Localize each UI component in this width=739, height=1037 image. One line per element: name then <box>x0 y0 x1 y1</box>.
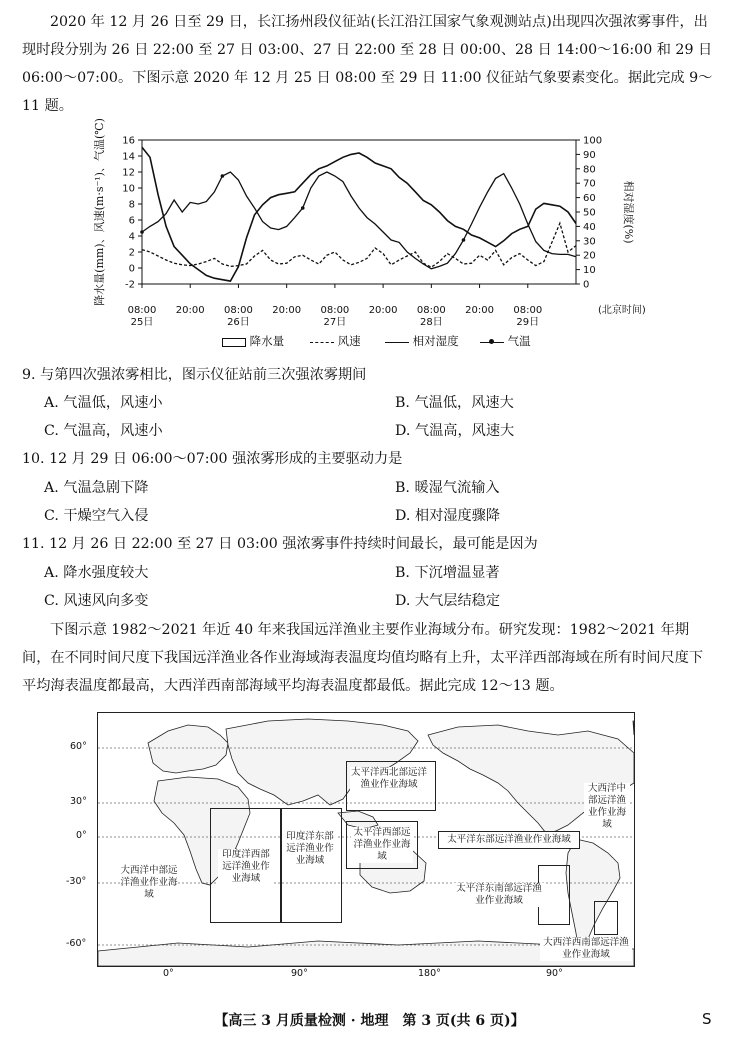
q9-option-d: D. 气温高，风速大 <box>395 423 515 439</box>
weather-chart <box>0 0 739 340</box>
left-axis-label: 降水量(mm)、风速(m·s⁻¹)、气温(℃) <box>93 118 106 306</box>
lat-label-60s: -60° <box>66 938 87 949</box>
right-tick-label: 0 <box>583 279 590 291</box>
x-tick-time: 08:00 <box>224 305 253 316</box>
legend-wind-label: 风速 <box>337 334 361 348</box>
lat-label-30s: -30° <box>66 876 87 887</box>
x-tick-date: 25日 <box>130 317 154 328</box>
x-tick-date: 27日 <box>323 317 347 328</box>
lon-label-180: 180° <box>418 968 441 979</box>
lon-label-0: 0° <box>163 968 174 979</box>
corner-letter: S <box>702 1010 712 1028</box>
right-tick-label: 90 <box>583 149 596 161</box>
x-tick-date: 29日 <box>516 317 540 328</box>
q10-option-b: B. 暖湿气流输入 <box>395 480 500 496</box>
right-tick-label: 80 <box>583 164 596 176</box>
x-tick-time: 08:00 <box>320 305 350 316</box>
question-9-stem: 9. 与第四次强浓雾相比，图示仪征站前三次强浓雾期间 <box>22 367 367 383</box>
q11-option-b: B. 下沉增温显著 <box>395 565 500 581</box>
q11-option-c: C. 风速风向多变 <box>44 593 149 609</box>
legend-wind <box>310 333 361 349</box>
legend-precip <box>222 333 284 349</box>
series-point-气温 <box>221 174 225 178</box>
sw-atlantic-box <box>594 901 618 935</box>
page-footer: 【高三 3 月质量检测 · 地理 第 3 页(共 6 页)】 <box>214 1013 525 1029</box>
left-tick-label: 12 <box>122 167 135 179</box>
intro-paragraph: 2020 年 12 月 26 日至 29 日，长江扬州段仪征站(长江沿江国家气象观测站点)出现四次强浓雾事件，出现时段分别为 26 日 22:00 至 27 日 03:00、27 日 22:00 至 28 日 00:00、28 日 14:00～16:00 和 29 日 06:00～07:00。下图示意 2020 年 12 月 25 日 08:00 至 29 日 11:00 仪征站气象要素变化。据此完成 9～11 题。 <box>22 14 713 114</box>
series-point-气温 <box>462 238 466 242</box>
q10-option-d: D. 相对湿度骤降 <box>395 508 501 524</box>
x-unit-label: (北京时间) <box>598 305 646 316</box>
q9-option-c: C. 气温高，风速小 <box>44 423 163 439</box>
q10-option-c: C. 干燥空气入侵 <box>44 508 149 524</box>
question-11-stem: 11. 12 月 26 日 22:00 至 27 日 03:00 强浓雾事件持续时间最长，最可能是因为 <box>22 536 538 552</box>
left-tick-label: 16 <box>122 135 135 147</box>
lon-label-90e: 90° <box>291 968 308 979</box>
x-tick-time: 08:00 <box>127 305 157 316</box>
series-line-相对湿度 <box>142 147 576 281</box>
c-e-atlantic-label: 大西洋中部远洋渔业作业海域 <box>584 783 630 831</box>
se-pacific-label: 太平洋东南部远洋渔业作业海域 <box>454 883 544 907</box>
left-tick-label: 10 <box>122 183 135 195</box>
right-tick-label: 50 <box>583 207 596 219</box>
e-indian-label: 印度洋东部远洋渔业作业海域 <box>282 831 338 867</box>
sw-atlantic-label: 大西洋西南部远洋渔业作业海域 <box>540 937 632 961</box>
right-tick-label: 30 <box>583 236 596 248</box>
series-point-气温 <box>140 230 144 234</box>
right-tick-label: 70 <box>583 178 596 190</box>
q11-option-d: D. 大气层结稳定 <box>395 593 501 609</box>
x-tick-time: 20:00 <box>368 305 398 316</box>
x-tick-date: 28日 <box>419 317 443 328</box>
right-tick-label: 10 <box>583 265 596 277</box>
left-tick-label: 8 <box>128 199 135 211</box>
map-paragraph: 下图示意 1982～2021 年近 40 年来我国远洋渔业主要作业海域分布。研究发现：1982～2021 年期间，在不同时间尺度下我国远洋渔业各作业海域海表温度均值均略有上升，太平洋西部海域在所有时间尺度下平均海表温度都最高，大西洋西南部海域平均海表温度都最低。据此完成 12～13 题。 <box>22 622 704 694</box>
series-line-气温 <box>142 172 576 269</box>
series-point-气温 <box>301 206 305 210</box>
q10-option-a: A. 气温急剧下降 <box>44 480 149 496</box>
w-indian-label: 印度洋西部远洋渔业作业海域 <box>218 849 274 885</box>
e-pacific-label: 太平洋东部远洋渔业作业海域 <box>438 831 580 849</box>
left-tick-label: -2 <box>125 279 135 291</box>
nw-pacific-label: 太平洋西北部远洋渔业作业海域 <box>350 767 427 790</box>
right-tick-label: 60 <box>583 193 596 205</box>
left-tick-label: 6 <box>128 215 135 227</box>
lat-label-0: 0° <box>76 830 87 841</box>
right-axis-label: 相对湿度(%) <box>622 180 635 244</box>
right-tick-label: 20 <box>583 250 596 262</box>
lat-label-30n: 30° <box>70 796 87 807</box>
left-tick-label: 4 <box>128 231 135 243</box>
x-tick-time: 20:00 <box>272 305 302 316</box>
w-pacific-label: 太平洋西部远洋渔业作业海域 <box>351 827 413 863</box>
legend-precip-label: 降水量 <box>249 334 285 348</box>
x-tick-time: 20:00 <box>465 305 494 316</box>
x-tick-time: 08:00 <box>513 305 543 316</box>
q9-option-a: A. 气温低，风速小 <box>44 395 163 411</box>
q11-option-a: A. 降水强度较大 <box>44 565 149 581</box>
x-tick-time: 08:00 <box>416 305 446 316</box>
c-w-atlantic-label: 大西洋中部远洋渔业作业海域 <box>120 865 178 900</box>
left-tick-label: 2 <box>128 247 135 259</box>
legend-temp-label: 气温 <box>507 334 531 348</box>
x-tick-time: 20:00 <box>175 305 205 316</box>
world-map <box>97 712 635 967</box>
lon-label-90w: 90° <box>546 968 563 979</box>
legend-rh <box>385 333 459 349</box>
question-10-stem: 10. 12 月 29 日 06:00～07:00 强浓雾形成的主要驱动力是 <box>22 451 403 467</box>
series-line-风速 <box>142 223 576 267</box>
plot-frame <box>142 140 576 284</box>
right-tick-label: 100 <box>583 135 603 147</box>
legend-temp <box>480 333 531 349</box>
x-tick-date: 26日 <box>227 317 250 328</box>
q9-option-b: B. 气温低，风速大 <box>395 395 514 411</box>
right-tick-label: 40 <box>583 221 596 233</box>
legend-rh-label: 相对湿度 <box>412 334 459 348</box>
left-tick-label: 0 <box>128 263 135 275</box>
left-tick-label: 14 <box>122 151 135 163</box>
lat-label-60n: 60° <box>70 741 87 752</box>
